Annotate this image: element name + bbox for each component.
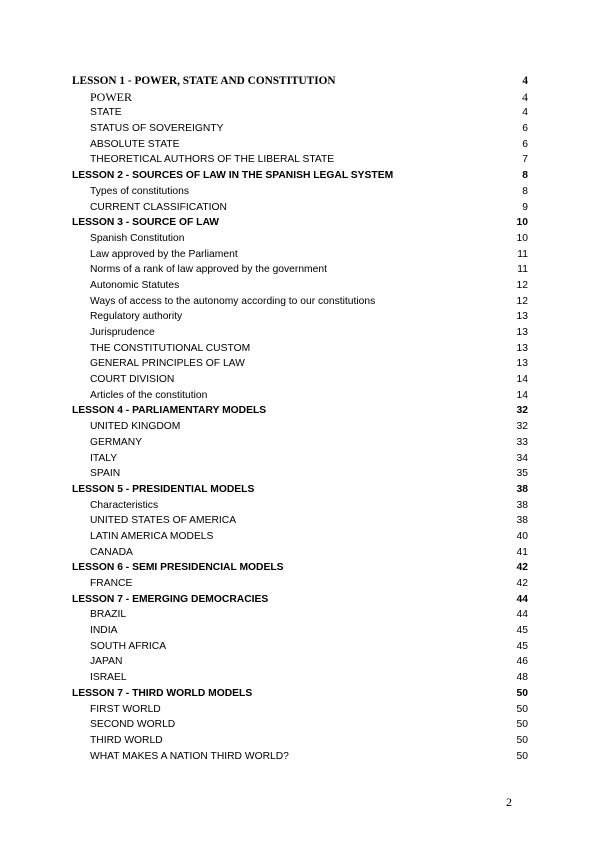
toc-section-entry (72, 513, 528, 529)
toc-section-entry (72, 702, 528, 718)
toc-entry-title: ITALY (90, 452, 118, 464)
toc-entry-title: INDIA (90, 625, 118, 637)
toc-section-entry (72, 388, 528, 404)
toc-entry-page: 10 (516, 217, 528, 229)
toc-entry-title: ISRAEL (90, 672, 127, 684)
toc-entry-title: Characteristics (90, 499, 159, 511)
toc-entry-title: THE CONSTITUTIONAL CUSTOM (90, 342, 251, 354)
toc-entry-page: 4 (522, 75, 528, 87)
toc-entry-title: BRAZIL (90, 609, 127, 621)
toc-section-entry (72, 278, 528, 294)
toc-entry-page: 14 (516, 374, 528, 386)
toc-entry-title: LESSON 7 - THIRD WORLD MODELS (72, 687, 253, 699)
toc-section-entry (72, 309, 528, 325)
toc-entry-page: 4 (522, 89, 528, 104)
toc-entry-title: Articles of the constitution (90, 389, 208, 401)
toc-entry-title: LESSON 5 - PRESIDENTIAL MODELS (72, 483, 255, 495)
toc-entry-page: 38 (516, 515, 528, 527)
toc-entry-page: 50 (516, 687, 528, 699)
toc-section-entry (72, 639, 528, 655)
toc-entry-title: Norms of a rank of law approved by the government (90, 264, 327, 276)
toc-entry-title: UNITED KINGDOM (90, 421, 181, 433)
toc-entry-page: 11 (517, 248, 528, 260)
toc-section-entry (72, 607, 528, 623)
toc-entry-title: GERMANY (90, 436, 143, 448)
toc-entry-page: 50 (516, 750, 528, 762)
toc-entry-title: WHAT MAKES A NATION THIRD WORLD? (90, 750, 289, 762)
toc-section-entry (72, 670, 528, 686)
toc-lesson-entry (72, 592, 528, 608)
toc-section-entry (72, 152, 528, 168)
toc-entry-page: 8 (522, 185, 528, 197)
toc-entry-page: 41 (516, 546, 528, 558)
toc-entry-title: Law approved by the Parliament (90, 248, 238, 260)
toc-entry-title: LESSON 6 - SEMI PRESIDENCIAL MODELS (72, 562, 284, 574)
toc-section-entry (72, 623, 528, 639)
toc-entry-page: 34 (516, 452, 528, 464)
toc-section-entry (72, 717, 528, 733)
toc-lesson-entry (72, 74, 528, 90)
toc-section-entry (72, 294, 528, 310)
toc-entry-title: FIRST WORLD (90, 703, 161, 715)
toc-section-entry (72, 200, 528, 216)
toc-section-entry (72, 498, 528, 514)
toc-entry-page: 11 (517, 264, 528, 276)
toc-entry-title: LESSON 1 - POWER, STATE AND CONSTITUTION (72, 75, 336, 87)
toc-entry-page: 32 (516, 405, 528, 417)
toc-section-entry (72, 749, 528, 765)
toc-entry-page: 13 (516, 342, 528, 354)
toc-entry-page: 33 (516, 436, 528, 448)
toc-entry-title: LESSON 2 - SOURCES OF LAW IN THE SPANISH LEGAL SYSTEM (72, 170, 394, 182)
toc-lesson-entry (72, 168, 528, 184)
toc-section-entry (72, 121, 528, 137)
table-of-contents (72, 74, 528, 764)
toc-entry-page: 48 (516, 672, 528, 684)
toc-entry-title: JAPAN (90, 656, 123, 668)
toc-entry-title: POWER (90, 89, 132, 104)
toc-entry-page: 50 (516, 703, 528, 715)
toc-entry-title: Regulatory authority (90, 311, 183, 323)
toc-entry-title: Jurisprudence (90, 327, 155, 338)
toc-entry-page: 6 (522, 138, 528, 150)
toc-entry-title: SOUTH AFRICA (90, 640, 167, 652)
toc-section-entry (72, 325, 528, 341)
toc-section-entry (72, 90, 528, 106)
toc-section-entry (72, 372, 528, 388)
toc-lesson-entry (72, 482, 528, 498)
toc-section-entry (72, 576, 528, 592)
toc-section-entry (72, 262, 528, 278)
toc-entry-page: 6 (522, 123, 528, 135)
toc-entry-page: 44 (516, 609, 528, 621)
toc-section-entry (72, 733, 528, 749)
toc-entry-page: 46 (516, 656, 528, 668)
toc-section-entry (72, 137, 528, 153)
toc-entry-page: 7 (522, 154, 528, 166)
toc-entry-title: THEORETICAL AUTHORS OF THE LIBERAL STATE (90, 154, 335, 166)
toc-entry-title: ABSOLUTE STATE (90, 138, 180, 150)
toc-entry-title: STATUS OF SOVEREIGNTY (90, 123, 224, 135)
toc-entry-page: 42 (516, 562, 528, 574)
toc-entry-title: LATIN AMERICA MODELS (90, 530, 214, 542)
toc-entry-page: 45 (516, 640, 528, 652)
toc-entry-page: 12 (516, 295, 528, 307)
toc-entry-page: 35 (516, 468, 528, 480)
toc-entry-title: SECOND WORLD (90, 719, 176, 731)
toc-entry-page: 38 (516, 483, 528, 495)
toc-entry-page: 50 (516, 734, 528, 746)
toc-entry-page: 40 (516, 530, 528, 542)
toc-entry-title: STATE (90, 107, 122, 119)
toc-section-entry (72, 231, 528, 247)
toc-entry-page: 44 (516, 593, 528, 605)
toc-entry-title: Ways of access to the autonomy according to our constitutions (90, 295, 376, 307)
toc-section-entry (72, 419, 528, 435)
toc-entry-title: SPAIN (90, 468, 121, 480)
toc-section-entry (72, 341, 528, 357)
toc-entry-title: CANADA (90, 546, 133, 558)
toc-section-entry (72, 105, 528, 121)
toc-entry-title: Autonomic Statutes (90, 279, 180, 291)
toc-entry-title: CURRENT CLASSIFICATION (90, 201, 227, 213)
toc-section-entry (72, 529, 528, 545)
toc-entry-page: 32 (516, 421, 528, 433)
toc-entry-page: 10 (516, 232, 528, 244)
toc-entry-title: Types of constitutions (90, 185, 190, 197)
toc-entry-title: GENERAL PRINCIPLES OF LAW (90, 358, 245, 370)
toc-section-entry (72, 466, 528, 482)
toc-entry-page: 14 (516, 389, 528, 401)
toc-entry-title: UNITED STATES OF AMERICA (90, 515, 237, 527)
toc-entry-title: THIRD WORLD (90, 734, 163, 746)
toc-entry-title: Spanish Constitution (90, 232, 185, 244)
toc-lesson-entry (72, 215, 528, 231)
toc-entry-page: 42 (516, 578, 528, 589)
toc-entry-page: 50 (516, 719, 528, 731)
toc-entry-page: 4 (522, 107, 528, 119)
toc-entry-page: 13 (516, 358, 528, 370)
toc-lesson-entry (72, 686, 528, 702)
toc-section-entry (72, 356, 528, 372)
toc-section-entry (72, 184, 528, 200)
toc-section-entry (72, 545, 528, 561)
page-number: 2 (506, 795, 512, 809)
toc-section-entry (72, 435, 528, 451)
toc-lesson-entry (72, 403, 528, 419)
toc-entry-page: 45 (516, 625, 528, 637)
toc-entry-title: LESSON 3 - SOURCE OF LAW (72, 217, 220, 229)
toc-entry-title: COURT DIVISION (90, 374, 175, 386)
toc-entry-page: 13 (516, 327, 528, 338)
toc-entry-page: 9 (522, 201, 528, 213)
toc-section-entry (72, 451, 528, 467)
toc-entry-page: 12 (516, 279, 528, 291)
toc-section-entry (72, 247, 528, 263)
toc-entry-title: LESSON 4 - PARLIAMENTARY MODELS (72, 405, 267, 417)
toc-entry-title: FRANCE (90, 578, 133, 589)
toc-entry-page: 13 (516, 311, 528, 323)
toc-entry-page: 38 (516, 499, 528, 511)
toc-lesson-entry (72, 560, 528, 576)
toc-entry-page: 8 (522, 170, 528, 182)
toc-entry-title: LESSON 7 - EMERGING DEMOCRACIES (72, 593, 269, 605)
toc-section-entry (72, 654, 528, 670)
